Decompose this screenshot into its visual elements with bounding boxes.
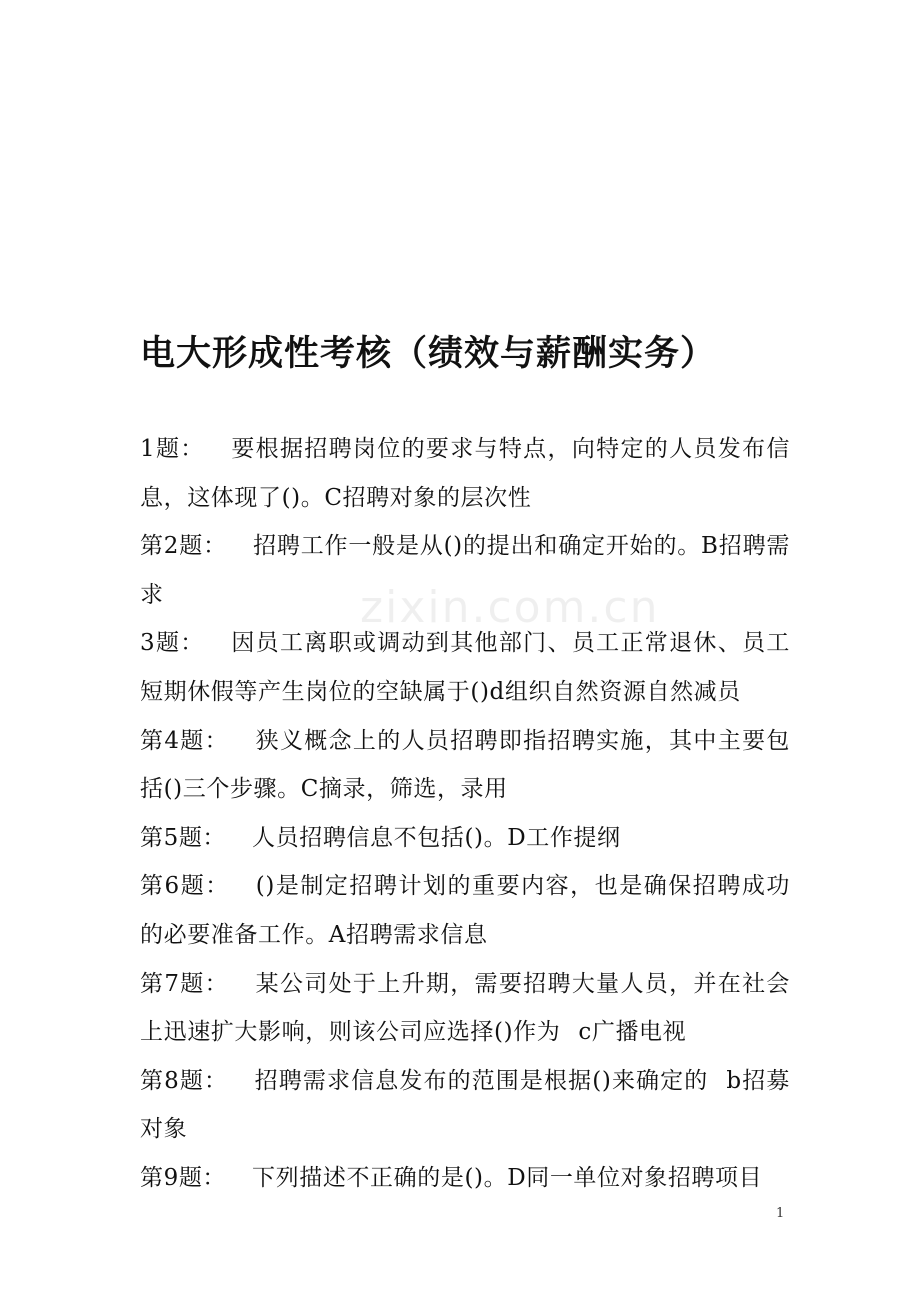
- question-label: 第4题：: [140, 727, 229, 754]
- question-answer: c广播电视: [578, 1019, 687, 1046]
- question-text: 某公司处于上升期，需要招聘大量人员，并在社会上迅速扩大影响，则该公司应选择()作为: [140, 970, 790, 1046]
- question-text: 因员工离职或调动到其他部门、员工正常退休、员工短期休假等产生岗位的空缺属于()d组织自然资源自然减员: [140, 630, 790, 705]
- question-text: 下列描述不正确的是()。D同一单位对象招聘项目: [252, 1164, 763, 1191]
- question-label: 1题：: [140, 436, 205, 462]
- question-list: [140, 425, 790, 1203]
- question-label: 第5题：: [140, 824, 227, 851]
- document-title: 电大形成性考核（绩效与薪酬实务）: [140, 334, 717, 374]
- watermark: zixin.com.cn: [360, 582, 660, 633]
- question-2: [140, 522, 790, 619]
- question-3: [140, 619, 790, 716]
- question-5: [140, 814, 790, 863]
- question-text: 人员招聘信息不包括()。D工作提纲: [252, 824, 621, 851]
- question-4: [140, 717, 790, 814]
- question-text: 招聘工作一般是从()的提出和确定开始的。B招聘需求: [140, 533, 790, 608]
- question-text: 狭义概念上的人员招聘即指招聘实施，其中主要包括()三个步骤。C摘录，筛选，录用: [140, 727, 790, 803]
- question-6: [140, 862, 790, 959]
- question-label: 第7题：: [140, 970, 229, 997]
- question-7: [140, 960, 790, 1057]
- question-9: [140, 1154, 790, 1203]
- question-label: 第8题：: [140, 1067, 229, 1094]
- question-text: ()是制定招聘计划的重要内容，也是确保招聘成功的必要准备工作。A招聘需求信息: [140, 873, 790, 948]
- question-label: 3题：: [140, 630, 205, 657]
- question-text: 要根据招聘岗位的要求与特点，向特定的人员发布信息，这体现了()。C招聘对象的层次性: [140, 436, 790, 511]
- question-label: 第2题：: [140, 533, 227, 560]
- question-label: 第6题：: [140, 873, 230, 900]
- question-answer: b招募对象: [140, 1067, 790, 1143]
- question-1: [140, 425, 790, 522]
- question-text: 招聘需求信息发布的范围是根据()来确定的: [254, 1067, 709, 1094]
- question-8: [140, 1057, 790, 1154]
- question-label: 第9题：: [140, 1164, 227, 1191]
- page-number: 1: [776, 1206, 785, 1221]
